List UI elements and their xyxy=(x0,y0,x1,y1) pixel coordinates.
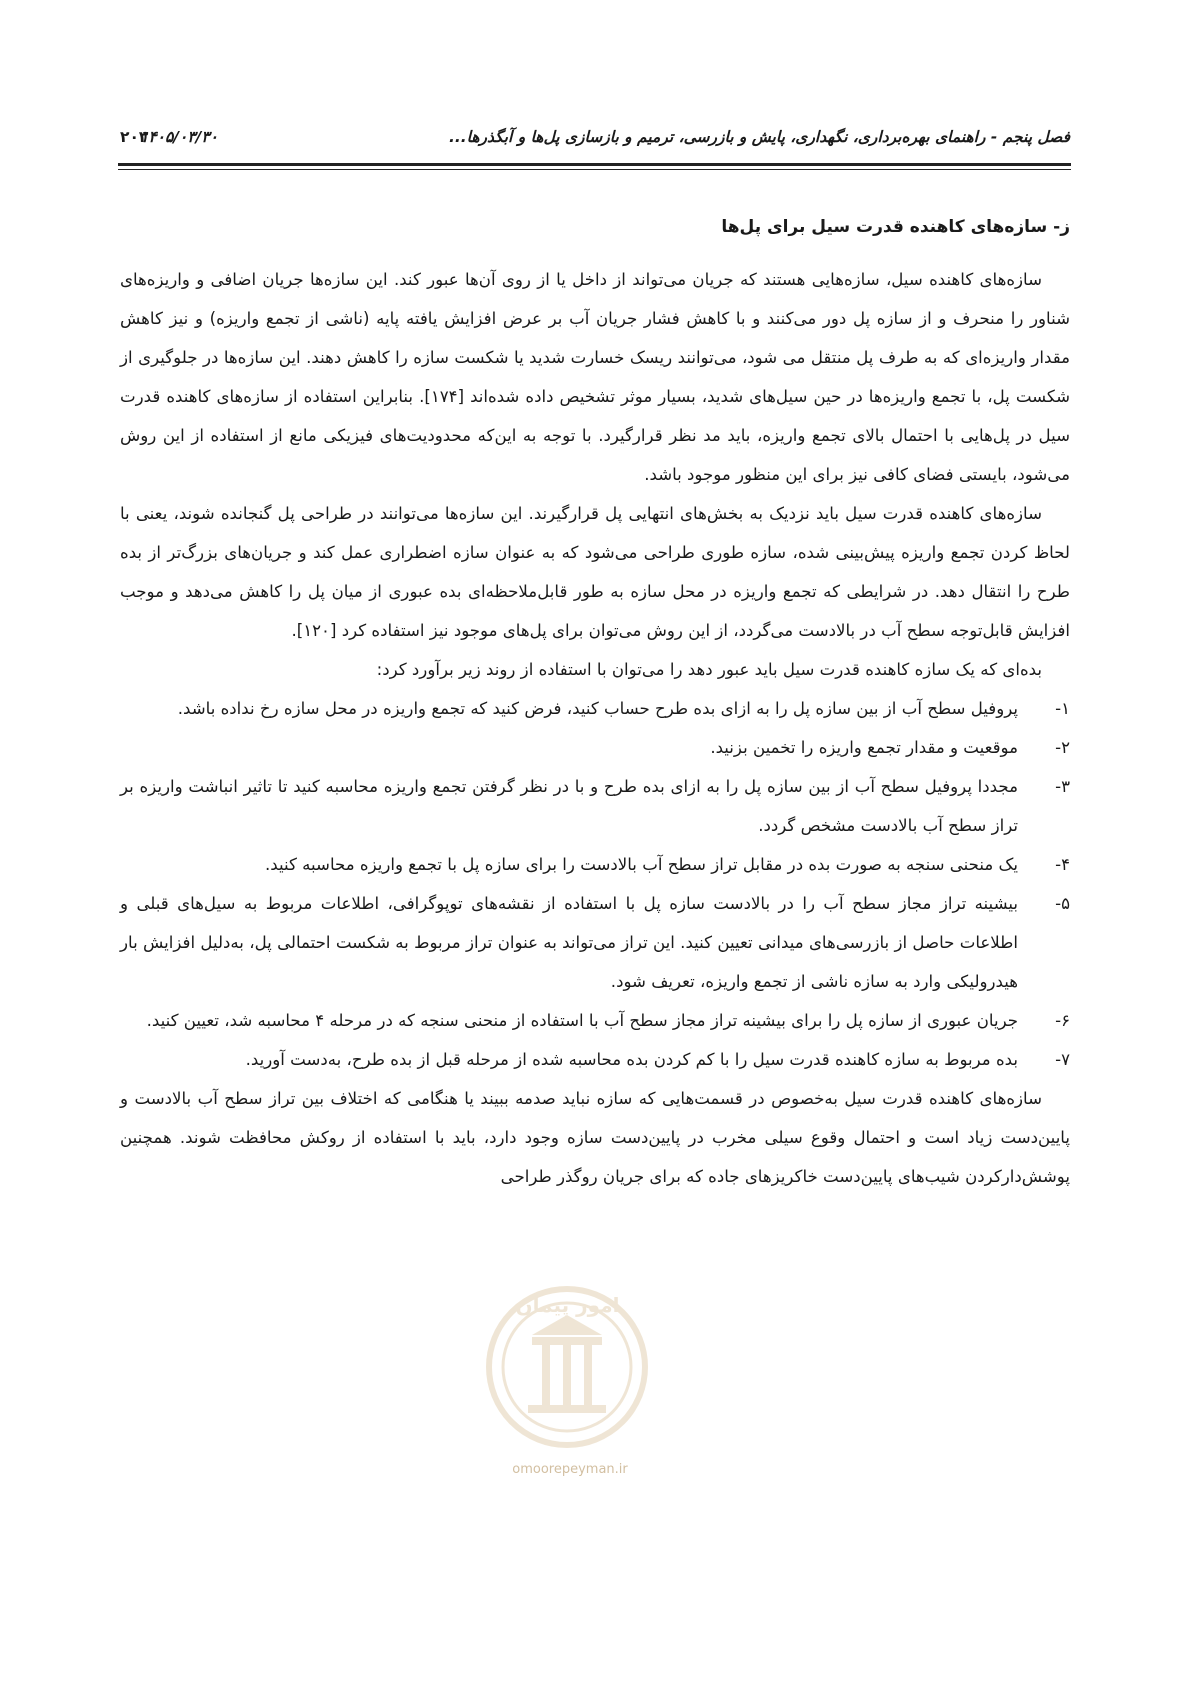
step-number: ۱- xyxy=(1055,699,1070,718)
header-date: ۱۴۰۵/۰۳/۳۰ xyxy=(140,128,218,146)
step-number: ۲- xyxy=(1055,738,1070,757)
step-text: بده مربوط به سازه کاهنده قدرت سیل را با کم کردن بده محاسبه شده از مرحله قبل از بده طرح، به‌دست آورید. xyxy=(245,1050,1018,1069)
procedure-steps xyxy=(120,689,1070,1079)
chapter-title: فصل پنجم - راهنمای بهره‌برداری، نگهداری، پایش و بازرسی، ترمیم و بازسازی پل‌ها و آبگذرها... xyxy=(448,128,1070,146)
step-item xyxy=(120,728,1070,767)
watermark-logo-text: امور پیمان xyxy=(515,1293,620,1317)
step-item xyxy=(120,884,1070,1001)
paragraph-3: بده‌ای که یک سازه کاهنده قدرت سیل باید عبور دهد را می‌توان با استفاده از روند زیر برآورد کرد: xyxy=(376,660,1042,679)
page-number: ۲۰۳ xyxy=(120,128,149,146)
watermark-logo xyxy=(480,1275,655,1465)
step-text: موقعیت و مقدار تجمع واریزه را تخمین بزنید. xyxy=(710,738,1018,757)
step-text: یک منحنی سنجه به صورت بده در مقابل تراز سطح آب بالادست را برای سازه پل با تجمع واریزه محاسبه کنید. xyxy=(264,855,1018,874)
step-text: بیشینه تراز مجاز سطح آب را در بالادست سازه پل با استفاده از نقشه‌های توپوگرافی، اطلاعات مربوط به سیل‌های قبلی و اطلاعات حاصل از بازرسی‌های میدانی تعیین کنید. این تراز می‌تواند به عنوان تراز مربوط به شکست احتمالی پل، به‌دلیل افزایش بار هیدرولیکی وارد به سازه ناشی از تجمع واریزه، تعریف شود. xyxy=(120,894,1018,991)
step-text: مجددا پروفیل سطح آب از بین سازه پل را به ازای بده طرح و با در نظر گرفتن تجمع واریزه محاسبه کنید تا تاثیر انباشت واریزه بر تراز سطح آب بالادست مشخص گردد. xyxy=(120,777,1018,835)
paragraph-2: سازه‌های کاهنده قدرت سیل باید نزدیک به بخش‌های انتهایی پل قرارگیرند. این سازه‌ها می‌توانند در طراحی پل گنجانده شوند، یعنی با لحاظ کردن تجمع واریزه پیش‌بینی شده، سازه طوری طراحی می‌شود که به عنوان سازه اضطراری عمل کند و جریان‌های بزرگ‌تر از بده طرح را انتقال دهد. در شرایطی که تجمع واریزه در محل سازه به طور قابل‌ملاحظه‌ای بده عبوری از میان پل را کاهش می‌دهد و موجب افزایش قابل‌توجه سطح آب در بالادست می‌گردد، از این روش می‌توان برای پل‌های موجود نیز استفاده کرد [۱۲۰]. xyxy=(120,504,1070,640)
header-rule-thin xyxy=(118,169,1071,170)
step-item xyxy=(120,845,1070,884)
step-text: پروفیل سطح آب از بین سازه پل را به ازای بده طرح حساب کنید، فرض کنید که تجمع واریزه در محل سازه رخ نداده باشد. xyxy=(177,699,1018,718)
closing-paragraph: سازه‌های کاهنده قدرت سیل به‌خصوص در قسمت‌هایی که سازه نباید صدمه ببیند یا هنگامی که اختلاف بین تراز سطح آب بالادست و پایین‌دست زیاد است و احتمال وقوع سیلی مخرب در پایین‌دست سازه وجود دارد، باید با استفاده از روکش محافظت شوند. همچنین پوشش‌دارکردن شیب‌های پایین‌دست خاکریزهای جاده که برای جریان روگذر طراحی xyxy=(120,1089,1070,1186)
step-number: ۳- xyxy=(1055,777,1070,796)
step-number: ۵- xyxy=(1055,894,1070,913)
step-item xyxy=(120,1040,1070,1079)
paragraph-1: سازه‌های کاهنده سیل، سازه‌هایی هستند که جریان می‌تواند از داخل یا از روی آن‌ها عبور کند. این سازه‌ها جریان اضافی و واریزه‌های شناور را منحرف و از سازه پل دور می‌کنند و با کاهش فشار جریان آب بر عرض افزایش یافته پایه (ناشی از تجمع واریزه) و نیز کاهش مقدار واریزه‌ای که به طرف پل منتقل می شود، می‌توانند ریسک خسارت شدید یا شکست سازه را کاهش دهند. این سازه‌ها در جلوگیری از شکست پل، با تجمع واریزه‌ها در حین سیل‌های شدید، بسیار موثر تشخیص داده شده‌اند [۱۷۴]. بنابراین استفاده از سازه‌های کاهنده قدرت سیل در پل‌هایی با احتمال بالای تجمع واریزه، باید مد نظر قرارگیرد. با توجه به این‌که محدودیت‌های فیزیکی مانع از استفاده از این روش می‌شود، بایستی فضای کافی نیز برای این منظور موجود باشد. xyxy=(120,270,1070,484)
step-item xyxy=(120,767,1070,845)
step-number: ۷- xyxy=(1055,1050,1070,1069)
section-heading: ز- سازه‌های کاهنده قدرت سیل برای پل‌ها xyxy=(721,217,1070,237)
watermark-url: omoorepeyman.ir xyxy=(512,1462,628,1477)
step-item xyxy=(120,689,1070,728)
step-number: ۶- xyxy=(1055,1011,1070,1030)
step-item xyxy=(120,1001,1070,1040)
step-number: ۴- xyxy=(1055,855,1070,874)
step-text: جریان عبوری از سازه پل را برای بیشینه تراز مجاز سطح آب با استفاده از منحنی سنجه که در مرحله ۴ محاسبه شد، تعیین کنید. xyxy=(146,1011,1018,1030)
header-rule-thick xyxy=(118,163,1071,166)
header-bar xyxy=(120,128,1070,160)
page-body xyxy=(120,212,1070,1196)
